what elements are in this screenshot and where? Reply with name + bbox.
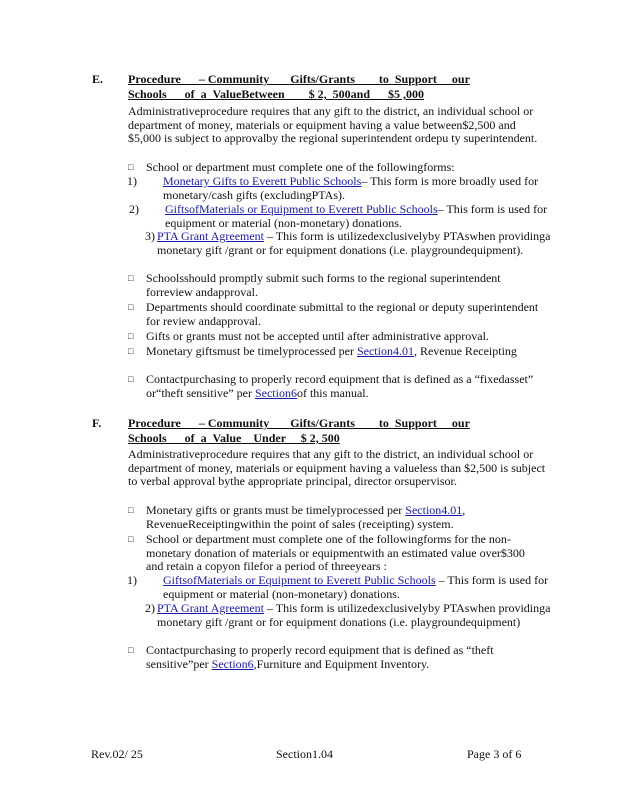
- bullet-text: School or department must complete one of the followingforms for the non-monetary donation of materials or equipmentwith an estimated value over$300 and retain a copyon filefor a period of threeyears :: [146, 532, 525, 573]
- bullet-icon: □: [128, 505, 134, 515]
- item-text: – This form is used for equipment or material (non-monetary) donations.: [163, 573, 549, 601]
- heading-line: Procedure – Community Gifts/Grants to Support our: [128, 72, 470, 86]
- item-text: – This form is used for equipment or material (non-monetary) donations.: [165, 202, 548, 230]
- item-number: 1): [127, 573, 137, 587]
- form-link[interactable]: GiftsofMaterials or Equipment to Everett Public Schools: [165, 202, 438, 216]
- bullet-item: [128, 301, 543, 328]
- bullet-item: [128, 373, 543, 400]
- item-text: – This form is utilizedexclusivelyby PTAswhen providinga monetary gift /grant or for equipment donations (i.e. playgroundequipment).: [157, 229, 551, 257]
- bullet-item: [128, 345, 543, 359]
- bullet-text: Monetary giftsmust be timelyprocessed per: [146, 344, 354, 358]
- bullet-text: of this manual.: [296, 385, 369, 400]
- bullet-text: School or department must complete one of the followingforms:: [146, 160, 455, 174]
- bullet-icon: □: [128, 534, 134, 544]
- item-number: 3): [145, 229, 155, 243]
- bullet-text: Departments should coordinate submittal to the regional or deputy superintendent for review andapproval.: [146, 300, 539, 328]
- bullet-item: [128, 161, 543, 175]
- bullet-icon: □: [128, 645, 134, 655]
- section-link[interactable]: Section4.01: [405, 503, 463, 517]
- intro-paragraph: Administrativeprocedure requires that any gift to the district, an individual school or department of money, materials or equipment having a value between$2,500 and $5,000 is subject to approvalby the regional superintendent ordepu ty superintendent.: [128, 104, 538, 145]
- bullet-item: [128, 533, 543, 574]
- section-heading: [128, 72, 513, 102]
- bullet-icon: □: [128, 273, 134, 283]
- bullet-text: Monetary gifts or grants must be timelyprocessed per: [146, 503, 403, 517]
- bullet-text: Gifts or grants must not be accepted until after administrative approval.: [146, 329, 489, 343]
- bullet-text: Contactpurchasing to properly record equipment that is defined as a “fixedasset” or“theft sensitive” per: [146, 372, 534, 400]
- bullet-text: Contactpurchasing to properly record equipment that is defined as “theft sensitive”per: [146, 643, 494, 671]
- bullet-item: [128, 272, 543, 299]
- bullet-text: Furniture and Equipment Inventory.: [256, 656, 430, 671]
- item-text: – This form is utilizedexclusivelyby PTAswhen providinga monetary gift /grant or for equipment donations (i.e. playgroundequipment): [157, 601, 551, 629]
- item-number: 2): [145, 601, 155, 615]
- heading-line: Schools of a ValueBetween $ 2, 500and $5 ,000: [128, 87, 425, 101]
- bullet-text: Schoolsshould promptly submit such forms to the regional superintendent forreview andapproval.: [146, 271, 501, 299]
- form-link[interactable]: GiftsofMaterials or Equipment to Everett Public Schools: [163, 573, 436, 587]
- form-link[interactable]: PTA Grant Agreement: [157, 601, 265, 615]
- numbered-item: [145, 602, 555, 629]
- item-number: 1): [127, 174, 137, 188]
- section-letter: F.: [92, 416, 102, 430]
- heading-line: Schools of a Value Under $ 2, 500: [128, 431, 340, 445]
- item-number: 2): [129, 202, 139, 216]
- bullet-item: [128, 504, 543, 531]
- bullet-icon: □: [128, 331, 134, 341]
- footer-page-number: Page 3 of 6: [467, 747, 522, 761]
- form-link[interactable]: Monetary Gifts to Everett Public Schools: [163, 174, 362, 188]
- footer-section: Section1.04: [276, 747, 333, 761]
- bullet-icon: □: [128, 346, 134, 356]
- numbered-item: [129, 203, 559, 230]
- form-link[interactable]: PTA Grant Agreement: [157, 229, 265, 243]
- bullet-text: , RevenueReceiptingwithin the point of sales (receipting) system.: [146, 503, 466, 531]
- heading-line: Procedure – Community Gifts/Grants to Support our: [128, 416, 470, 430]
- bullet-text: , Revenue Receipting: [413, 344, 517, 358]
- footer-revision: Rev.02/ 25: [91, 747, 143, 761]
- bullet-icon: □: [128, 374, 134, 384]
- numbered-item: [145, 230, 555, 257]
- numbered-item: [127, 175, 557, 202]
- item-text: – This form is more broadly used for monetary/cash gifts (excludingPTAs).: [163, 174, 539, 202]
- bullet-item: [128, 644, 543, 671]
- bullet-icon: □: [128, 162, 134, 172]
- section-heading: [128, 416, 513, 446]
- section-letter: E.: [92, 72, 104, 86]
- bullet-icon: □: [128, 302, 134, 312]
- section-link[interactable]: Section6: [254, 385, 297, 400]
- numbered-item: [127, 574, 557, 601]
- section-link[interactable]: Section4.01: [356, 344, 414, 358]
- bullet-item: [128, 330, 543, 344]
- intro-paragraph: Administrativeprocedure requires that any gift to the district, an individual school or department of money, materials or equipment having a valueless than $2,500 is subject to verbal approval bythe appropriate principal, director orsupervisor.: [128, 447, 546, 488]
- section-link[interactable]: Section6,: [211, 656, 257, 671]
